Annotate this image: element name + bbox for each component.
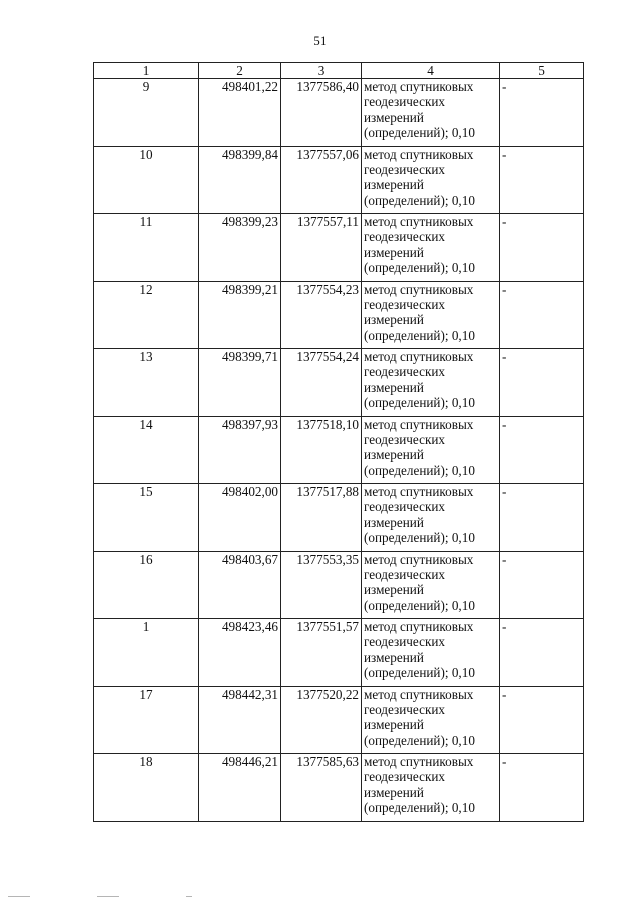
method-text-line: геодезических bbox=[364, 701, 446, 717]
table-row bbox=[94, 484, 584, 552]
method-text-line: геодезических bbox=[364, 431, 446, 447]
column-header-4: 4 bbox=[362, 63, 500, 79]
y-coordinate-cell: 1377554,24 bbox=[281, 349, 362, 417]
method-text-line: измерений bbox=[364, 447, 424, 463]
x-coordinate-cell: 498399,84 bbox=[199, 146, 281, 214]
method-cell bbox=[362, 619, 500, 687]
method-text-line: измерений bbox=[364, 312, 424, 328]
y-coordinate-cell: 1377518,10 bbox=[281, 416, 362, 484]
point-number-cell: 15 bbox=[94, 484, 199, 552]
method-text-line: измерений bbox=[364, 649, 424, 665]
point-number-cell: 12 bbox=[94, 281, 199, 349]
y-coordinate-cell: 1377557,06 bbox=[281, 146, 362, 214]
method-text-line: геодезических bbox=[364, 634, 446, 650]
page-number: 51 bbox=[313, 33, 327, 48]
table-row bbox=[94, 416, 584, 484]
method-text-line: метод спутниковых bbox=[364, 79, 474, 94]
method-text-line: метод спутниковых bbox=[364, 686, 474, 702]
method-text-line: (определений); 0,10 bbox=[364, 732, 475, 748]
method-text-line: измерений bbox=[364, 717, 424, 733]
method-text-line: измерений bbox=[364, 379, 424, 395]
accuracy-cell: - bbox=[500, 686, 584, 754]
table-header bbox=[94, 63, 584, 79]
method-text-line: (определений); 0,10 bbox=[364, 665, 475, 681]
y-coordinate-cell: 1377554,23 bbox=[281, 281, 362, 349]
x-coordinate-cell: 498402,00 bbox=[199, 484, 281, 552]
table-row bbox=[94, 349, 584, 417]
method-text-line: измерений bbox=[364, 514, 424, 530]
method-text-line: измерений bbox=[364, 177, 424, 193]
accuracy-cell: - bbox=[500, 484, 584, 552]
x-coordinate-cell: 498423,46 bbox=[199, 619, 281, 687]
method-text-line: измерений bbox=[364, 244, 424, 260]
y-coordinate-cell: 1377553,35 bbox=[281, 551, 362, 619]
column-header-5: 5 bbox=[500, 63, 584, 79]
method-text-line: (определений); 0,10 bbox=[364, 125, 475, 141]
method-text-line: (определений); 0,10 bbox=[364, 530, 475, 546]
accuracy-cell: - bbox=[500, 349, 584, 417]
accuracy-cell: - bbox=[500, 416, 584, 484]
accuracy-cell: - bbox=[500, 619, 584, 687]
table-body bbox=[94, 79, 584, 822]
accuracy-cell: - bbox=[500, 551, 584, 619]
method-text-line: метод спутниковых bbox=[364, 146, 474, 162]
column-header-1: 1 bbox=[94, 63, 199, 79]
method-text-line: (определений); 0,10 bbox=[364, 395, 475, 411]
table-row bbox=[94, 619, 584, 687]
method-cell bbox=[362, 484, 500, 552]
accuracy-cell: - bbox=[500, 79, 584, 147]
table-row bbox=[94, 281, 584, 349]
method-text-line: геодезических bbox=[364, 769, 446, 785]
x-coordinate-cell: 498442,31 bbox=[199, 686, 281, 754]
x-coordinate-cell: 498399,23 bbox=[199, 214, 281, 282]
point-number-cell: 18 bbox=[94, 754, 199, 822]
x-coordinate-cell: 498399,21 bbox=[199, 281, 281, 349]
x-coordinate-cell: 498446,21 bbox=[199, 754, 281, 822]
table-row bbox=[94, 146, 584, 214]
method-text-line: измерений bbox=[364, 109, 424, 125]
method-text-line: (определений); 0,10 bbox=[364, 192, 475, 208]
method-text-line: метод спутниковых bbox=[364, 349, 474, 364]
method-text-line: (определений); 0,10 bbox=[364, 327, 475, 343]
method-text-line: геодезических bbox=[364, 364, 446, 380]
method-text-line: (определений); 0,10 bbox=[364, 462, 475, 478]
method-cell bbox=[362, 349, 500, 417]
method-cell bbox=[362, 686, 500, 754]
method-text-line: метод спутниковых bbox=[364, 619, 474, 634]
method-cell bbox=[362, 281, 500, 349]
table-row bbox=[94, 686, 584, 754]
method-text-line: метод спутниковых bbox=[364, 281, 474, 297]
accuracy-cell: - bbox=[500, 281, 584, 349]
method-cell bbox=[362, 79, 500, 147]
method-text-line: геодезических bbox=[364, 161, 446, 177]
y-coordinate-cell: 1377551,57 bbox=[281, 619, 362, 687]
method-text-line: геодезических bbox=[364, 566, 446, 582]
point-number-cell: 1 bbox=[94, 619, 199, 687]
method-text-line: (определений); 0,10 bbox=[364, 597, 475, 613]
method-text-line: метод спутниковых bbox=[364, 484, 474, 499]
y-coordinate-cell: 1377586,40 bbox=[281, 79, 362, 147]
method-cell bbox=[362, 214, 500, 282]
method-cell bbox=[362, 754, 500, 822]
method-text-line: (определений); 0,10 bbox=[364, 800, 475, 816]
point-number-cell: 13 bbox=[94, 349, 199, 417]
x-coordinate-cell: 498403,67 bbox=[199, 551, 281, 619]
point-number-cell: 11 bbox=[94, 214, 199, 282]
point-number-cell: 14 bbox=[94, 416, 199, 484]
y-coordinate-cell: 1377585,63 bbox=[281, 754, 362, 822]
method-text-line: метод спутниковых bbox=[364, 214, 474, 229]
y-coordinate-cell: 1377517,88 bbox=[281, 484, 362, 552]
method-text-line: геодезических bbox=[364, 499, 446, 515]
column-header-2: 2 bbox=[199, 63, 281, 79]
point-number-cell: 16 bbox=[94, 551, 199, 619]
header-row bbox=[94, 63, 584, 79]
method-text-line: метод спутниковых bbox=[364, 416, 474, 432]
y-coordinate-cell: 1377557,11 bbox=[281, 214, 362, 282]
y-coordinate-cell: 1377520,22 bbox=[281, 686, 362, 754]
point-number-cell: 10 bbox=[94, 146, 199, 214]
method-text-line: геодезических bbox=[364, 296, 446, 312]
method-cell bbox=[362, 551, 500, 619]
table-row bbox=[94, 214, 584, 282]
table-row bbox=[94, 754, 584, 822]
method-text-line: геодезических bbox=[364, 94, 446, 110]
table-row bbox=[94, 551, 584, 619]
accuracy-cell: - bbox=[500, 214, 584, 282]
x-coordinate-cell: 498401,22 bbox=[199, 79, 281, 147]
x-coordinate-cell: 498397,93 bbox=[199, 416, 281, 484]
x-coordinate-cell: 498399,71 bbox=[199, 349, 281, 417]
method-text-line: измерений bbox=[364, 582, 424, 598]
column-header-3: 3 bbox=[281, 63, 362, 79]
method-text-line: метод спутниковых bbox=[364, 551, 474, 567]
method-cell bbox=[362, 416, 500, 484]
accuracy-cell: - bbox=[500, 754, 584, 822]
point-number-cell: 17 bbox=[94, 686, 199, 754]
method-text-line: (определений); 0,10 bbox=[364, 260, 475, 276]
method-text-line: метод спутниковых bbox=[364, 754, 474, 769]
footer-scan-marks bbox=[0, 894, 640, 900]
method-cell bbox=[362, 146, 500, 214]
method-text-line: геодезических bbox=[364, 229, 446, 245]
table-row bbox=[94, 79, 584, 147]
method-text-line: измерений bbox=[364, 784, 424, 800]
accuracy-cell: - bbox=[500, 146, 584, 214]
coordinates-table bbox=[93, 62, 584, 822]
point-number-cell: 9 bbox=[94, 79, 199, 147]
